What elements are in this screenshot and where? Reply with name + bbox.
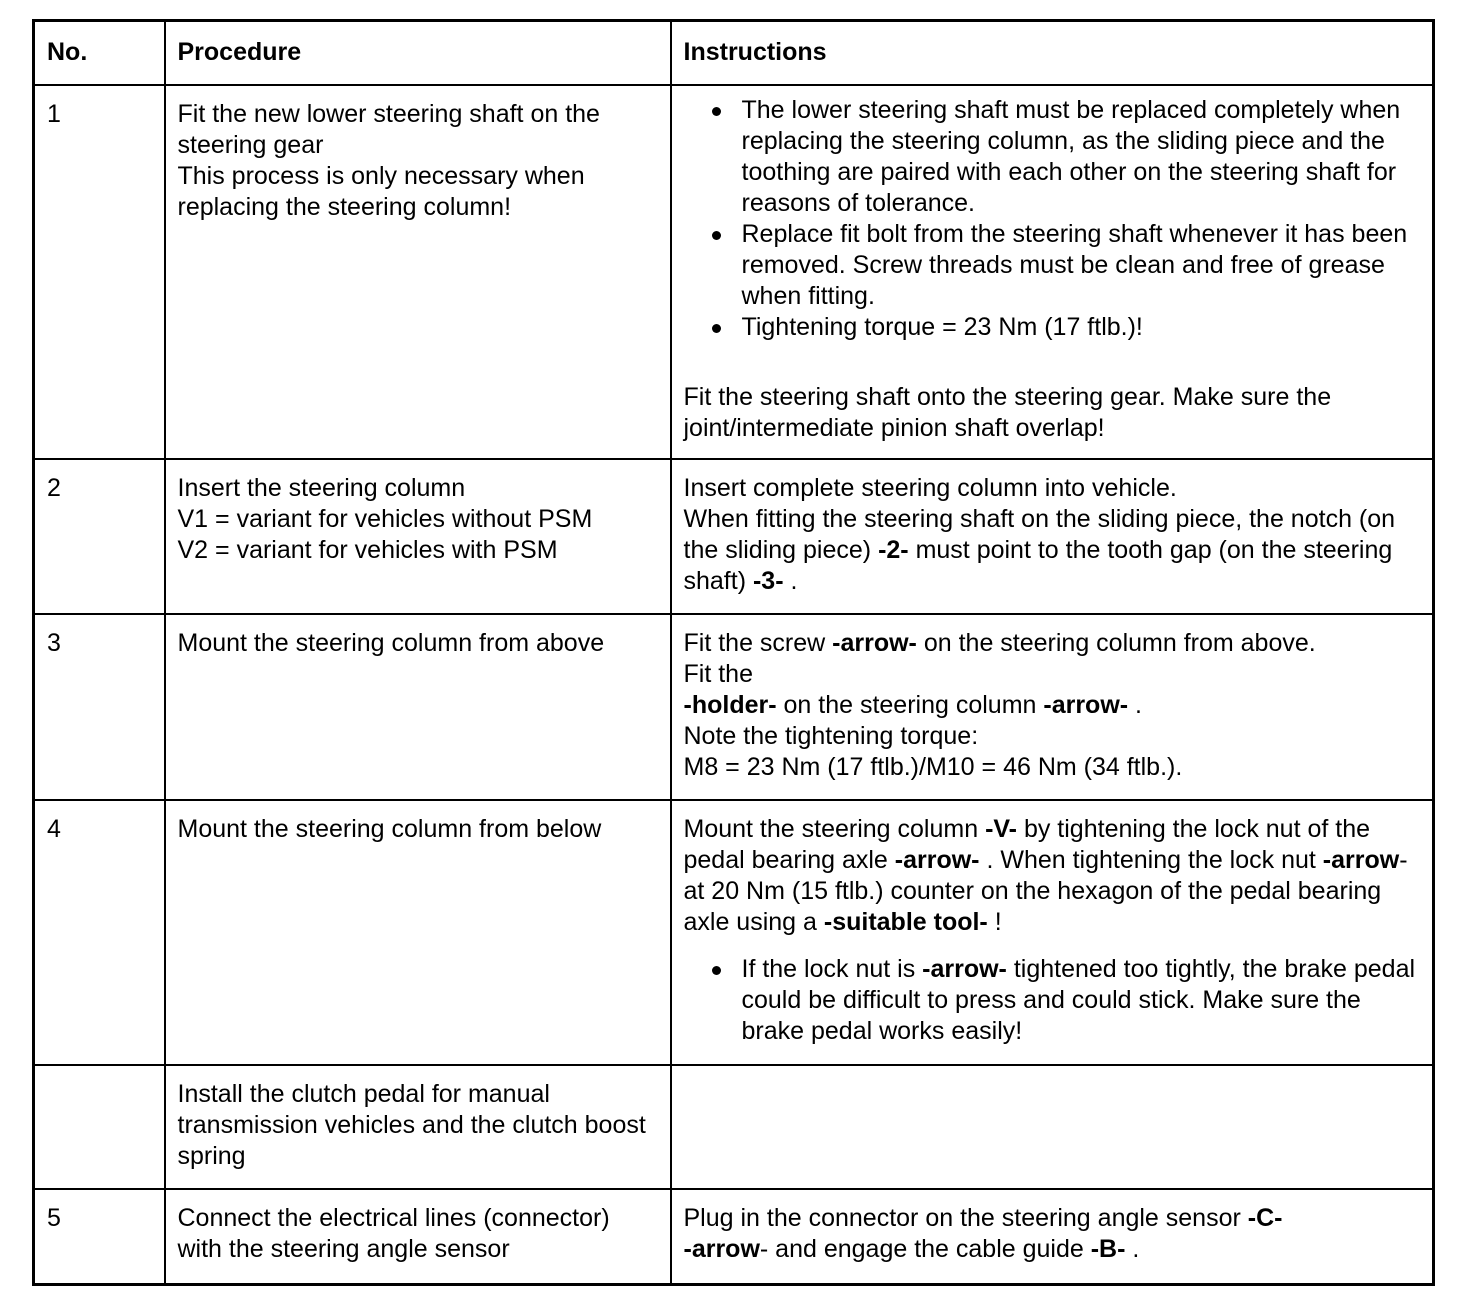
procedure-text: Mount the steering column from below bbox=[165, 800, 671, 1065]
instructions-cell bbox=[671, 1065, 1434, 1189]
bullet-list bbox=[684, 95, 1423, 343]
header-instructions: Instructions bbox=[671, 21, 1434, 85]
header-no: No. bbox=[34, 21, 165, 85]
instruction-text: Plug in the connector on the steering angle sensor bbox=[683, 1203, 1248, 1232]
instructions-cell bbox=[671, 459, 1434, 614]
bullet-list bbox=[684, 954, 1423, 1047]
instruction-text: Fit the steering shaft onto the steering gear. Make sure the joint/intermediate pinion shaft overlap! bbox=[683, 382, 1332, 442]
bullet-item: Replace fit bolt from the steering shaft whenever it has been removed. Screw threads must be clean and free of grease when fitting. bbox=[684, 219, 1423, 312]
instruction-text: . bbox=[783, 566, 798, 595]
procedure-text: Fit the new lower steering shaft on the steering gear bbox=[177, 99, 600, 159]
instruction-text: M8 = 23 Nm (17 ftlb.)/M10 = 46 Nm (34 ftlb.). bbox=[683, 752, 1183, 781]
table-row bbox=[34, 614, 1434, 800]
instruction-text: ! bbox=[987, 907, 1002, 936]
procedure-text: V1 = variant for vehicles without PSM bbox=[177, 504, 593, 533]
reference-label: -arrow- bbox=[832, 628, 917, 657]
instruction-text: If the lock nut is bbox=[741, 954, 923, 983]
bullet-item bbox=[684, 954, 1423, 1047]
instruction-text: - at 20 Nm (15 ftlb.) counter on the hexagon of the pedal bearing axle using a bbox=[683, 845, 1408, 936]
instruction-text: . bbox=[1125, 1234, 1140, 1263]
instruction-text: Fit the screw bbox=[683, 628, 833, 657]
procedure-text: This process is only necessary when replacing the steering column! bbox=[177, 161, 585, 221]
table-row bbox=[34, 459, 1434, 614]
bullet-item: Tightening torque = 23 Nm (17 ftlb.)! bbox=[684, 312, 1423, 343]
row-number: 1 bbox=[34, 85, 165, 459]
reference-label: -suitable tool- bbox=[823, 907, 988, 936]
instruction-text: When fitting the steering shaft on the sliding piece, the notch (on the sliding piece) bbox=[683, 504, 1396, 564]
procedure-text: Mount the steering column from above bbox=[165, 614, 671, 800]
instruction-text: by tightening the lock nut of the pedal bearing axle bbox=[683, 814, 1371, 874]
reference-label: -B- bbox=[1090, 1234, 1126, 1263]
procedure-table bbox=[32, 19, 1435, 1286]
reference-label: -arrow- bbox=[1043, 690, 1129, 719]
reference-label: -2- bbox=[878, 535, 909, 564]
instructions-cell bbox=[671, 800, 1434, 1065]
header-row bbox=[34, 21, 1434, 85]
row-number: 4 bbox=[34, 800, 165, 1065]
reference-label: -3- bbox=[752, 566, 784, 595]
procedure-text: V2 = variant for vehicles with PSM bbox=[177, 535, 558, 564]
instruction-text: . When tightening the lock nut bbox=[979, 845, 1323, 874]
instruction-text: tightened too tightly, the brake pedal could be difficult to press and could stick. Make sure the brake pedal works easily! bbox=[741, 954, 1416, 1045]
instruction-text: Fit the bbox=[683, 659, 753, 688]
reference-label: -V- bbox=[985, 814, 1018, 843]
table-row bbox=[34, 1189, 1434, 1285]
procedure-text: Install the clutch pedal for manual transmission vehicles and the clutch boost spring bbox=[165, 1065, 671, 1189]
instructions-cell bbox=[671, 614, 1434, 800]
table-row bbox=[34, 1065, 1434, 1189]
row-number: 2 bbox=[34, 459, 165, 614]
instruction-paragraph bbox=[684, 814, 1423, 938]
instructions-cell bbox=[671, 85, 1434, 459]
instruction-text: on the steering column bbox=[776, 690, 1044, 719]
procedure-text: Insert the steering column bbox=[177, 473, 466, 502]
reference-label: -arrow bbox=[1322, 845, 1400, 874]
procedure-text: Connect the electrical lines (connector) with the steering angle sensor bbox=[165, 1189, 671, 1285]
bullet-item: The lower steering shaft must be replaced completely when replacing the steering column, as the sliding piece and the toothing are paired with each other on the steering shaft for reasons of tolerance. bbox=[684, 95, 1423, 219]
reference-label: -holder- bbox=[683, 690, 777, 719]
reference-label: -arrow bbox=[683, 1234, 760, 1263]
instruction-text: - and engage the cable guide bbox=[759, 1234, 1091, 1263]
instruction-text: . bbox=[1128, 690, 1143, 719]
row-number bbox=[34, 1065, 165, 1189]
procedure-cell bbox=[165, 459, 671, 614]
row-number: 5 bbox=[34, 1189, 165, 1285]
row-number: 3 bbox=[34, 614, 165, 800]
instructions-cell bbox=[671, 1189, 1434, 1285]
reference-label: -arrow- bbox=[894, 845, 980, 874]
instruction-text: Note the tightening torque: bbox=[683, 721, 979, 750]
table-row bbox=[34, 85, 1434, 459]
procedure-cell bbox=[165, 85, 671, 459]
reference-label: -arrow- bbox=[922, 954, 1007, 983]
instruction-text: Insert complete steering column into vehicle. bbox=[683, 473, 1177, 502]
header-procedure: Procedure bbox=[165, 21, 671, 85]
instruction-text: Mount the steering column bbox=[683, 814, 986, 843]
instruction-text: must point to the tooth gap (on the steering shaft) bbox=[683, 535, 1393, 595]
reference-label: -C- bbox=[1247, 1203, 1283, 1232]
instruction-text: on the steering column from above. bbox=[916, 628, 1316, 657]
table-row bbox=[34, 800, 1434, 1065]
